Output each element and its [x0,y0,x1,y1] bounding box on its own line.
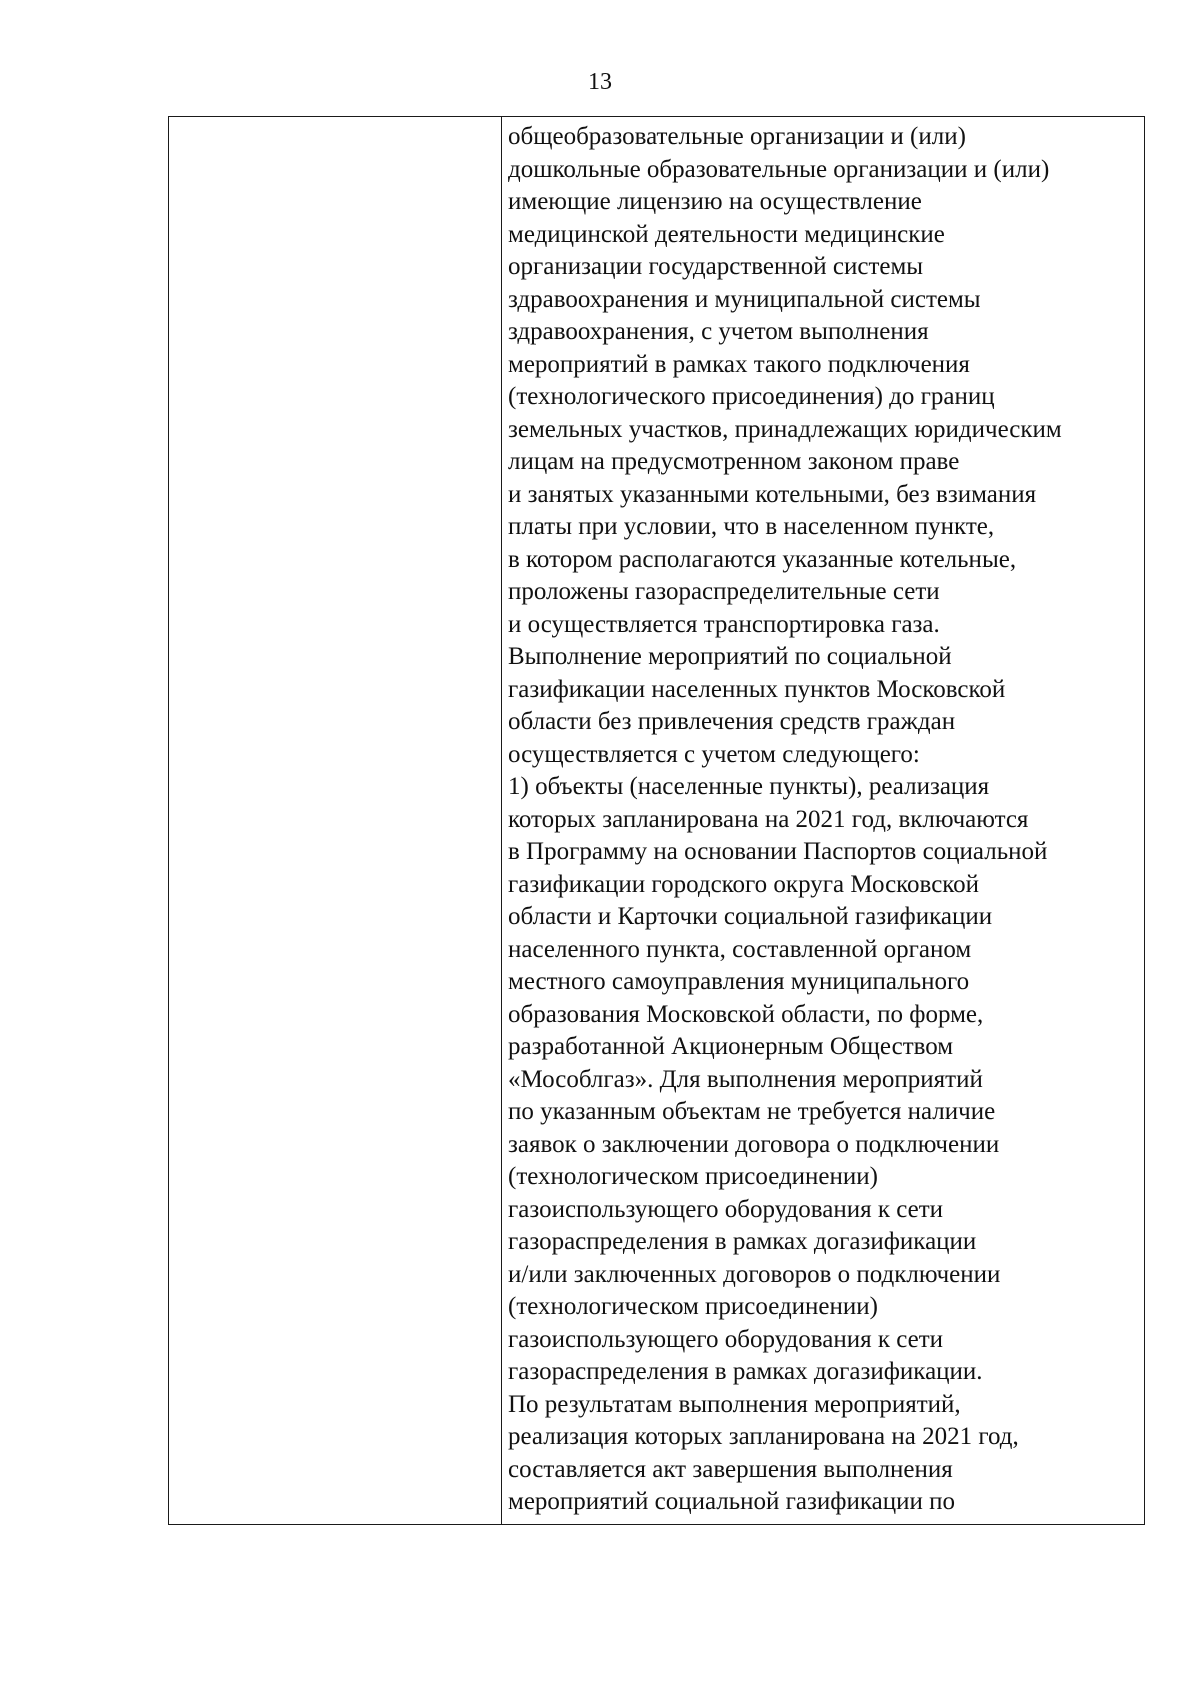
text-line: платы при условии, что в населенном пункте, [508,513,995,540]
text-line: в Программу на основании Паспортов социальной [508,838,1048,865]
text-line: области и Карточки социальной газификации [508,903,993,930]
text-line: мероприятий социальной газификации по [508,1488,955,1515]
page-number: 13 [588,69,612,95]
text-line: здравоохранения и муниципальной системы [508,285,981,313]
text-line: в котором располагаются указанные котельные, [508,545,1017,573]
text-line: газораспределения в рамках догазификации. [508,1358,983,1385]
text-line: газоиспользующего оборудования к сети [508,1325,944,1353]
table-left-cell [169,117,502,1524]
text-line: области без привлечения средств граждан [508,708,956,735]
text-line: мероприятий в рамках такого подключения [508,350,970,378]
text-line: населенного пункта, составленной органом [508,935,972,963]
text-line: газификации городского округа Московской [508,870,980,898]
text-line: По результатам выполнения мероприятий, [508,1390,961,1418]
text-line: организации государственной системы [508,253,924,280]
text-line: (технологическом присоединении) [508,1293,878,1320]
text-line: и/или заключенных договоров о подключении [508,1260,1001,1288]
text-line: (технологического присоединения) до границ [508,383,995,410]
text-line: Выполнение мероприятий по социальной [508,643,952,670]
text-line: заявок о заключении договора о подключении [508,1130,1000,1158]
text-line: которых запланирована на 2021 год, включаются [508,805,1029,833]
text-line: 1) объекты (населенные пункты), реализация [508,773,990,800]
text-line: дошкольные образовательные организации и (или) [508,155,1050,183]
text-line: общеобразовательные организации и (или) [508,123,966,150]
text-line: и занятых указанными котельными, без взимания [508,480,1037,508]
text-line: (технологическом присоединении) [508,1163,878,1190]
text-line: и осуществляется транспортировка газа. [508,610,940,638]
text-line: составляется акт завершения выполнения [508,1455,953,1483]
text-line: по указанным объектам не требуется наличие [508,1098,996,1125]
text-line: реализация которых запланирована на 2021 год, [508,1423,1019,1450]
text-line: проложены газораспределительные сети [508,578,940,605]
text-line: газоиспользующего оборудования к сети [508,1195,944,1223]
text-line: газификации населенных пунктов Московской [508,675,1006,703]
text-line: имеющие лицензию на осуществление [508,188,922,215]
text-line: образования Московской области, по форме, [508,1000,984,1028]
text-line: осуществляется с учетом следующего: [508,740,920,768]
text-line: лицам на предусмотренном законом праве [508,448,960,475]
text-line: газораспределения в рамках догазификации [508,1228,977,1255]
document-table [168,116,1145,1525]
text-line: разработанной Акционерным Обществом [508,1033,954,1060]
text-line: земельных участков, принадлежащих юридическим [508,415,1062,443]
text-line: медицинской деятельности медицинские [508,220,945,248]
text-line: здравоохранения, с учетом выполнения [508,318,929,345]
text-line: «Мособлгаз». Для выполнения мероприятий [508,1065,983,1093]
text-line: местного самоуправления муниципального [508,968,970,995]
table-right-cell [502,117,1144,1524]
